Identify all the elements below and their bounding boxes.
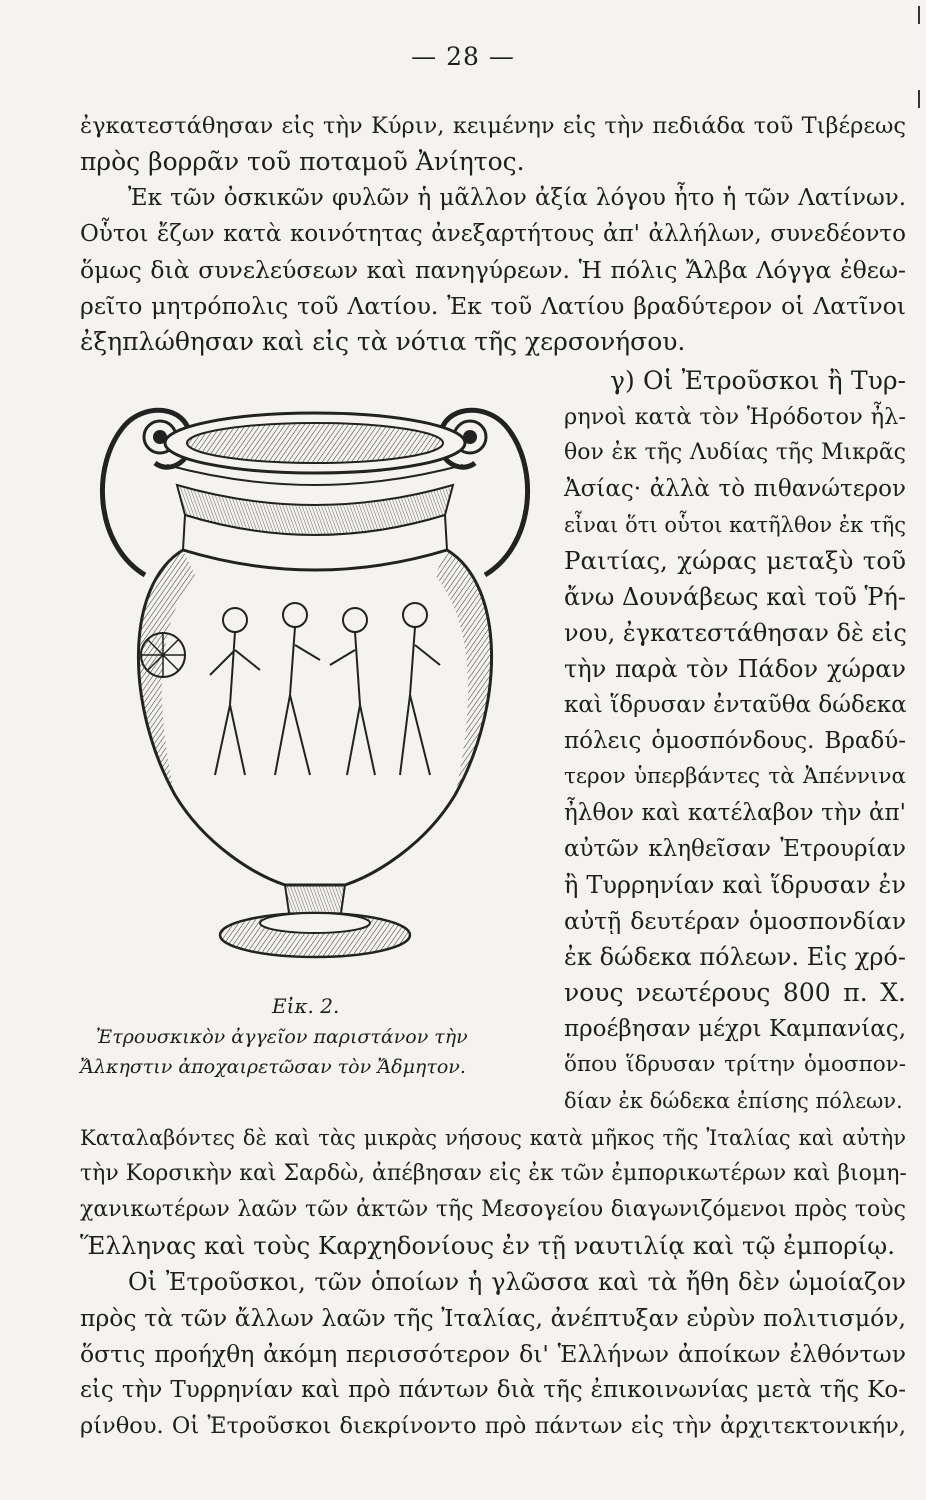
figure-label: Εἰκ. 2. [272,994,340,1018]
right-column-line: αὐτῇ δευτέραν ὁμοσπονδίαν [564,907,906,935]
right-column-line: νους νεωτέρους 800 π. Χ. [564,978,906,1007]
etruscan-vase-illustration [85,375,545,995]
text-line: εἰς τὴν Τυρρηνίαν καὶ πρὸ πάντων διὰ τῆς ἐπικοινωνίας μετὰ τῆς Κο- [80,1377,906,1403]
right-column-line: ἢ Τυρρηνίαν καὶ ἵδρυσαν ἐν [564,871,906,899]
text-line: ὅμως διὰ συνελεύσεων καὶ πανηγύρεων. Ἡ πόλις Ἄλβα Λόγγα ἐθεω- [80,256,906,284]
right-column-line: ἐκ δώδεκα πόλεων. Εἰς χρό- [564,943,906,971]
right-column-line: δίαν ἐκ δώδεκα ἐπίσης πόλεων. [564,1089,903,1113]
text-line: ἐξηπλώθησαν καὶ εἰς τὰ νότια τῆς χερσονήσου. [80,327,686,356]
page-edge-mark [918,90,920,108]
text-line: Οὗτοι ἔζων κατὰ κοινότητας ἀνεξαρτήτους ἀπ' ἀλλήλων, συνεδέοντο [80,221,906,247]
right-column-line: γ) Οἱ Ἐτροῦσκοι ἢ Τυρ- [610,366,906,395]
right-column-line: τερον ὑπερβάντες τὰ Ἀπέννινα [564,764,906,789]
text-line: πρὸς τὰ τῶν ἄλλων λαῶν τῆς Ἰταλίας, ἀνέπτυξαν εὐρὺν πολιτισμόν, [80,1304,906,1332]
text-line: ρίνθου. Οἱ Ἐτροῦσκοι διεκρίνοντο πρὸ πάντων εἰς τὴν ἀρχιτεκτονικήν, [80,1413,906,1439]
text-line: τὴν Κορσικὴν καὶ Σαρδὼ, ἀπέβησαν εἰς ἐκ τῶν ἐμπορικωτέρων καὶ βιομη- [80,1161,907,1186]
text-line: χανικωτέρων λαῶν τῶν ἀκτῶν τῆς Μεσογείου διαγωνιζόμενοι πρὸς τοὺς [80,1197,906,1222]
right-column-line: ἦλθον καὶ κατέλαβον τὴν ἀπ' [564,800,906,826]
text-line: Οἱ Ἐτροῦσκοι, τῶν ὁποίων ἡ γλῶσσα καὶ τὰ ἤθη δὲν ὡμοίαζον [128,1268,906,1296]
right-column-line: πόλεις ὁμοσπόνδους. Βραδύ- [564,728,906,754]
right-column-line: προέβησαν μέχρι Καμπανίας, [564,1016,906,1042]
right-column-line: ἄνω Δουνάβεως καὶ τοῦ Ῥή- [564,583,906,611]
right-column-line: Ραιτίας, χώρας μεταξὺ τοῦ [564,546,906,575]
text-line: ρεῖτο μητρόπολις τοῦ Λατίου. Ἐκ τοῦ Λατίου βραδύτερον οἱ Λατῖνοι [80,292,906,320]
right-column-line: καὶ ἵδρυσαν ἐνταῦθα δώδεκα [564,692,907,718]
page-number: — 28 — [411,42,515,71]
text-line: Ἐκ τῶν ὀσκικῶν φυλῶν ἡ μᾶλλον ἀξία λόγου ἦτο ἡ τῶν Λατίνων. [128,185,906,211]
text-line: Καταλαβόντες δὲ καὶ τὰς μικρὰς νήσους κατὰ μῆκος τῆς Ἰταλίας καὶ αὐτὴν [80,1126,906,1150]
right-column-line: τὴν παρὰ τὸν Πάδον χώραν [564,655,906,683]
figure-caption-line: Ἄλκηστιν ἀποχαιρετῶσαν τὸν Ἄδμητον. [80,1056,466,1078]
text-line: ἐγκατεστάθησαν εἰς τὴν Κύριν, κειμένην εἰς τὴν πεδιάδα τοῦ Τιβέρεως [80,113,906,139]
figure-caption-line: Ἐτρουσκικὸν ἀγγεῖον παριστάνον τὴν [96,1026,468,1048]
right-column-line: Ἀσίας· ἀλλὰ τὸ πιθανώτερον [564,476,906,502]
right-column-line: αὐτῶν κληθεῖσαν Ἐτρουρίαν [564,836,906,862]
right-column-line: ὅπου ἵδρυσαν τρίτην ὁμοσπον- [564,1052,906,1077]
text-line: πρὸς βορρᾶν τοῦ ποταμοῦ Ἀνίητος. [80,147,525,176]
text-line: Ἕλληνας καὶ τοὺς Καρχηδονίους ἐν τῇ ναυτιλίᾳ καὶ τῷ ἐμπορίῳ. [80,1231,895,1260]
page-edge-mark [918,6,920,24]
right-column-line: νου, ἐγκατεστάθησαν δὲ εἰς [564,619,907,647]
right-column-line: εἶναι ὅτι οὗτοι κατῆλθον ἐκ τῆς [564,513,906,537]
text-line: ὅστις προήχθη ἀκόμη περισσότερον δι' Ἑλλήνων ἀποίκων ἐλθόντων [80,1340,906,1368]
right-column-line: ρηνοὶ κατὰ τὸν Ἡρόδοτον ἦλ- [564,404,906,430]
right-column-line: θον ἐκ τῆς Λυδίας τῆς Μικρᾶς [564,440,906,465]
